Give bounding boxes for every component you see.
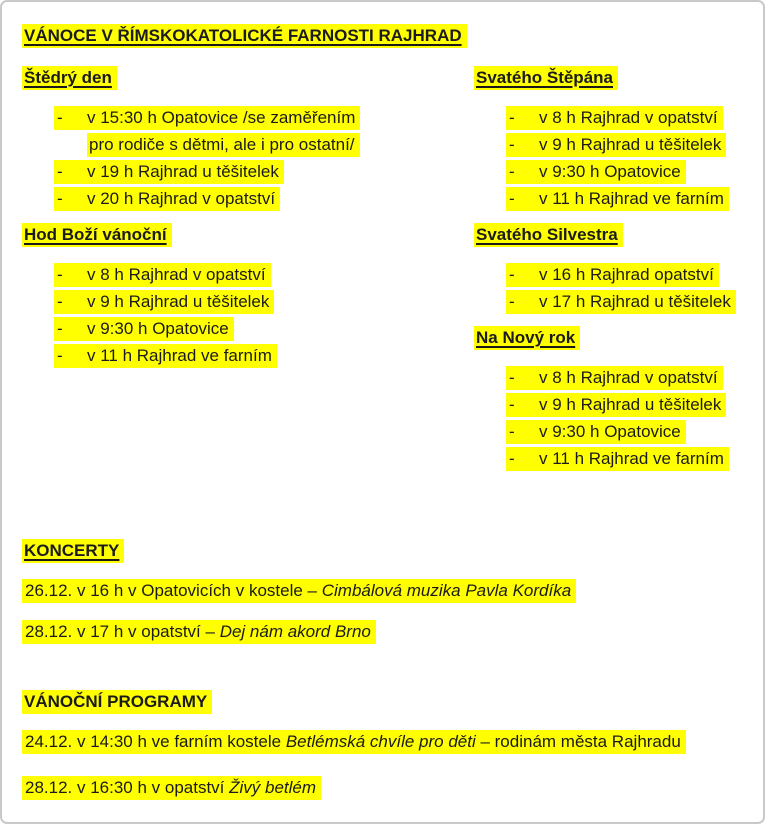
section-heading-svateho-silvestra: [474, 223, 743, 247]
list-item: [506, 447, 743, 471]
list-dash: -: [57, 346, 63, 365]
list-item-text: v 19 h Rajhrad u těšitelek: [87, 162, 279, 181]
list-item: [506, 160, 743, 184]
section-heading-text: Svatého Silvestra: [474, 223, 623, 247]
event-line: [22, 579, 743, 603]
list-item-text: v 11 h Rajhrad ve farním: [539, 449, 724, 468]
koncerty-heading: [22, 539, 743, 563]
event-text: 28.12. v 17 h v opatství – Dej nám akord Brno: [22, 620, 376, 644]
list-item-text: v 11 h Rajhrad ve farním: [539, 189, 724, 208]
schedule-list-na-novy-rok: [474, 366, 743, 471]
list-item: [506, 106, 743, 130]
page-title: [22, 24, 743, 48]
list-item: [54, 160, 474, 184]
list-item-text: v 9 h Rajhrad u těšitelek: [87, 292, 270, 311]
section-heading-text: Na Nový rok: [474, 326, 580, 350]
list-item-text: v 9 h Rajhrad u těšitelek: [539, 395, 722, 414]
list-dash: -: [57, 319, 63, 338]
list-item-text: v 17 h Rajhrad u těšitelek: [539, 292, 731, 311]
list-dash: -: [57, 108, 63, 127]
list-dash: -: [509, 135, 515, 154]
schedule-list-stedry-den: [22, 106, 474, 211]
list-item-continuation: [87, 133, 474, 157]
section-heading-hod-bozi: [22, 223, 474, 247]
koncerty-heading-text: KONCERTY: [22, 539, 124, 563]
list-item: [54, 263, 474, 287]
list-item-text: v 8 h Rajhrad v opatství: [539, 108, 718, 127]
list-item: [54, 187, 474, 211]
right-column: [474, 66, 743, 483]
section-heading-text: Hod Boží vánoční: [22, 223, 172, 247]
list-dash: -: [509, 422, 515, 441]
list-item: [506, 366, 743, 390]
two-column-layout: [22, 66, 743, 483]
schedule-list-svateho-silvestra: [474, 263, 743, 314]
list-item-text: v 9 h Rajhrad u těšitelek: [539, 135, 722, 154]
list-dash: -: [57, 189, 63, 208]
list-item-text: v 9:30 h Opatovice: [539, 162, 681, 181]
programy-heading: [22, 690, 743, 714]
section-heading-svateho-stepana: [474, 66, 743, 90]
page-title-text: VÁNOCE V ŘÍMSKOKATOLICKÉ FARNOSTI RAJHRAD: [22, 24, 467, 48]
list-dash: -: [57, 162, 63, 181]
list-dash: -: [509, 162, 515, 181]
list-item: [54, 106, 474, 130]
event-line: [22, 776, 743, 800]
list-item-text: v 9:30 h Opatovice: [539, 422, 681, 441]
section-heading-stedry-den: [22, 66, 474, 90]
list-item: [54, 290, 474, 314]
list-dash: -: [57, 265, 63, 284]
programy-section: [22, 690, 743, 800]
left-column: [22, 66, 474, 380]
event-line: [22, 730, 743, 754]
programy-heading-text: VÁNOČNÍ PROGRAMY: [22, 690, 212, 714]
list-dash: -: [509, 108, 515, 127]
list-item-text: pro rodiče s dětmi, ale i pro ostatní/: [89, 135, 355, 154]
list-dash: -: [509, 292, 515, 311]
event-text: 24.12. v 14:30 h ve farním kostele Betlémská chvíle pro děti – rodinám města Rajhradu: [22, 730, 686, 754]
list-item: [506, 393, 743, 417]
section-heading-text: Svatého Štěpána: [474, 66, 618, 90]
list-dash: -: [509, 449, 515, 468]
list-dash: -: [509, 189, 515, 208]
list-item-text: v 20 h Rajhrad v opatství: [87, 189, 276, 208]
section-heading-na-novy-rok: [474, 326, 743, 350]
list-dash: -: [57, 292, 63, 311]
schedule-list-hod-bozi: [22, 263, 474, 368]
list-item: [506, 133, 743, 157]
list-item: [54, 317, 474, 341]
list-item: [506, 187, 743, 211]
event-text: 26.12. v 16 h v Opatovicích v kostele – Cimbálová muzika Pavla Kordíka: [22, 579, 576, 603]
list-dash: -: [509, 368, 515, 387]
list-item-text: v 9:30 h Opatovice: [87, 319, 229, 338]
event-line: [22, 620, 743, 644]
list-item-text: v 16 h Rajhrad opatství: [539, 265, 714, 284]
list-item: [506, 290, 743, 314]
list-item: [506, 263, 743, 287]
list-item-text: v 8 h Rajhrad v opatství: [539, 368, 718, 387]
list-item-text: v 15:30 h Opatovice /se zaměřením: [87, 108, 356, 127]
list-item: [54, 344, 474, 368]
event-text: 28.12. v 16:30 h v opatství Živý betlém: [22, 776, 321, 800]
list-item-text: v 11 h Rajhrad ve farním: [87, 346, 272, 365]
koncerty-section: [22, 539, 743, 644]
section-heading-text: Štědrý den: [22, 66, 117, 90]
list-item-text: v 8 h Rajhrad v opatství: [87, 265, 266, 284]
schedule-list-svateho-stepana: [474, 106, 743, 211]
list-item: [506, 420, 743, 444]
list-dash: -: [509, 395, 515, 414]
list-dash: -: [509, 265, 515, 284]
